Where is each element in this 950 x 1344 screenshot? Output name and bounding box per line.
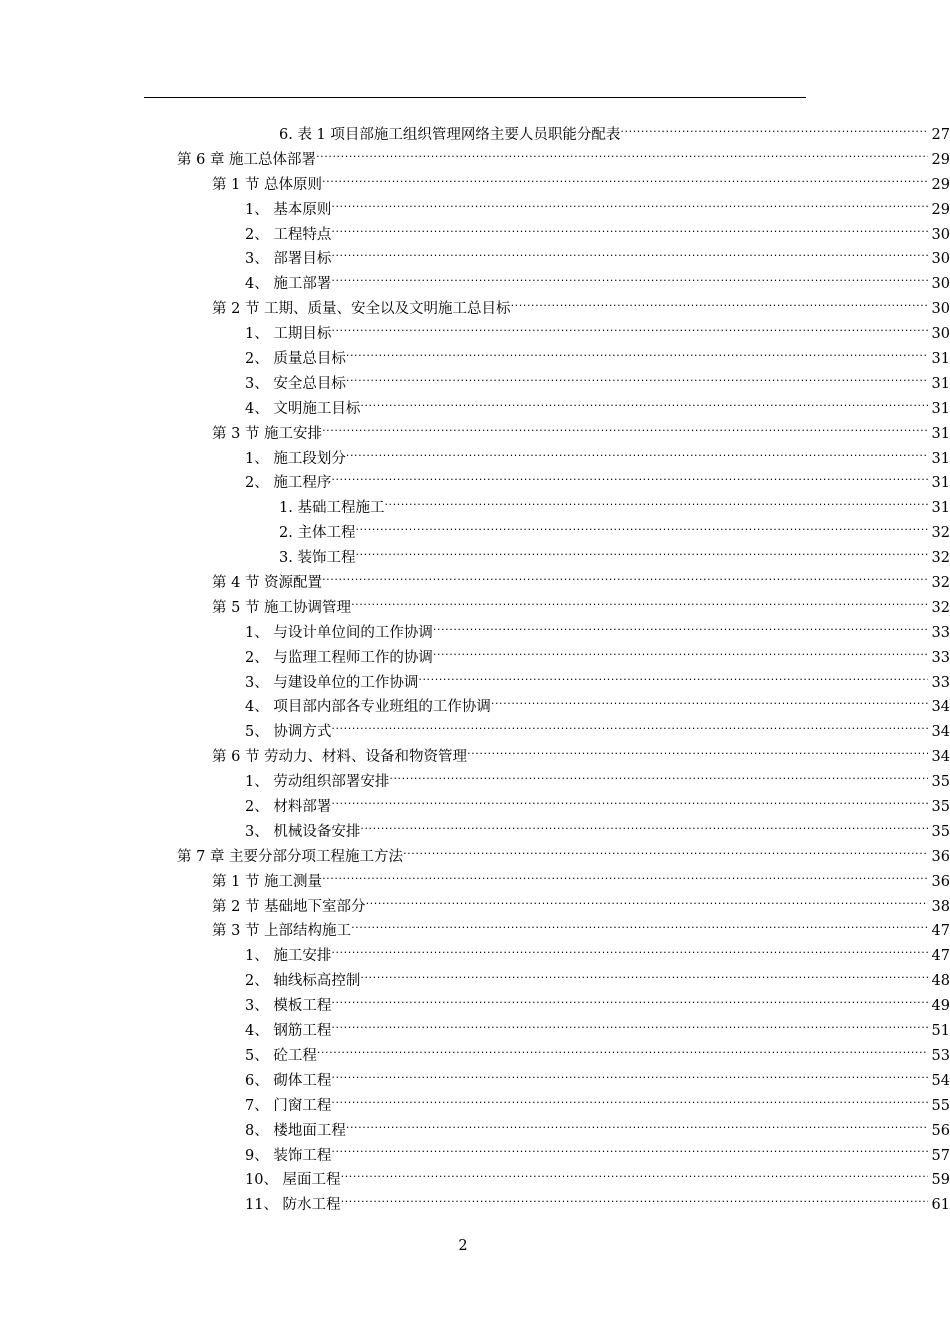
toc-entry[interactable] [0, 546, 950, 571]
toc-entry-title: 2、 施工程序 [245, 475, 332, 492]
toc-entry-page: 34 [931, 699, 950, 716]
toc-entry-page: 32 [931, 550, 950, 567]
toc-dot-leader [403, 845, 928, 870]
toc-entry-title: 3. 装饰工程 [279, 550, 356, 567]
toc-entry-row [0, 870, 950, 895]
toc-entry-page: 35 [931, 799, 950, 816]
toc-dot-leader [346, 372, 928, 397]
toc-entry-row [0, 347, 950, 372]
toc-entry-row [0, 969, 950, 994]
toc-entry[interactable] [0, 1094, 950, 1119]
toc-dot-leader [331, 795, 928, 820]
toc-entry-row [0, 1094, 950, 1119]
toc-entry-title: 2、 工程特点 [245, 226, 332, 243]
page-number: 2 [458, 1238, 468, 1254]
toc-entry-row [0, 770, 950, 795]
toc-entry-row [0, 1119, 950, 1144]
toc-entry-title: 9、 装饰工程 [245, 1147, 332, 1164]
toc-entry-page: 47 [931, 923, 950, 940]
toc-entry-page: 34 [931, 724, 950, 741]
toc-entry-title: 1、 施工安排 [245, 948, 332, 965]
toc-entry-title: 第 5 节 施工协调管理 [212, 599, 352, 616]
toc-entry-page: 61 [931, 1197, 950, 1214]
toc-entry-title: 第 1 节 施工测量 [212, 873, 323, 890]
toc-dot-leader [620, 123, 928, 148]
toc-dot-leader [316, 148, 928, 173]
toc-entry-title: 6. 表 1 项目部施工组织管理网络主要人员职能分配表 [279, 126, 621, 143]
toc-entry[interactable] [0, 1193, 950, 1218]
toc-entry[interactable] [0, 571, 950, 596]
toc-entry-row [0, 1168, 950, 1193]
toc-entry-title: 2、 质量总目标 [245, 351, 346, 367]
toc-entry[interactable] [0, 596, 950, 621]
toc-entry-row [0, 671, 950, 696]
toc-entry[interactable] [0, 969, 950, 994]
toc-entry-page: 48 [931, 973, 950, 990]
toc-dot-leader [331, 1019, 928, 1044]
toc-entry-row [0, 994, 950, 1019]
toc-entry[interactable] [0, 770, 950, 795]
toc-entry[interactable] [0, 1044, 950, 1069]
toc-entry-page: 35 [931, 823, 950, 840]
toc-entry-row [0, 322, 950, 347]
toc-entry-title: 3、 安全总目标 [245, 375, 346, 392]
toc-dot-leader [331, 1094, 928, 1119]
toc-dot-leader [331, 223, 928, 248]
toc-entry-title: 1、 劳动组织部署安排 [245, 774, 390, 791]
toc-dot-leader [346, 447, 928, 472]
toc-entry-row [0, 895, 950, 920]
toc-dot-leader [331, 198, 928, 223]
toc-entry[interactable] [0, 272, 950, 297]
toc-dot-leader [433, 621, 928, 646]
toc-entry[interactable] [0, 148, 950, 173]
toc-entry-row [0, 297, 950, 322]
toc-entry-page: 30 [931, 326, 950, 343]
toc-entry-title: 第 7 章 主要分部分项工程施工方法 [177, 848, 404, 865]
toc-entry-row [0, 148, 950, 173]
toc-entry-page: 31 [931, 475, 950, 492]
toc-entry-page: 54 [931, 1072, 950, 1089]
toc-dot-leader [331, 994, 928, 1019]
toc-dot-leader [360, 397, 928, 422]
toc-entry[interactable] [0, 895, 950, 920]
toc-entry-title: 2、 轴线标高控制 [245, 973, 361, 990]
toc-entry[interactable] [0, 422, 950, 447]
header-rule [144, 97, 806, 98]
toc-entry-row [0, 1069, 950, 1094]
toc-entry[interactable] [0, 173, 950, 198]
toc-dot-leader [384, 496, 928, 521]
toc-dot-leader [433, 646, 928, 671]
toc-entry-row [0, 198, 950, 223]
toc-entry-title: 1、 施工段划分 [245, 450, 346, 467]
toc-entry-page: 33 [931, 674, 950, 691]
toc-entry-row [0, 123, 950, 148]
toc-entry-row [0, 496, 950, 521]
toc-dot-leader [331, 720, 928, 745]
toc-entry[interactable] [0, 322, 950, 347]
toc-entry-page: 49 [931, 998, 950, 1015]
toc-entry-row [0, 1144, 950, 1169]
toc-entry-page: 31 [931, 500, 950, 517]
toc-dot-leader [355, 546, 928, 571]
toc-entry-title: 3、 部署目标 [245, 251, 332, 268]
toc-dot-leader [322, 173, 928, 198]
toc-entry[interactable] [0, 247, 950, 272]
toc-entry-title: 第 1 节 总体原则 [212, 176, 323, 193]
toc-entry-title: 第 3 节 施工安排 [212, 425, 323, 442]
toc-entry-page: 59 [931, 1172, 950, 1189]
toc-entry-row [0, 596, 950, 621]
toc-dot-leader [351, 919, 928, 944]
toc-dot-leader [341, 1193, 928, 1218]
toc-dot-leader [346, 1119, 928, 1144]
toc-entry-page: 47 [931, 948, 950, 965]
toc-entry-row [0, 621, 950, 646]
toc-entry[interactable] [0, 671, 950, 696]
toc-entry-page: 32 [931, 575, 950, 592]
toc-entry[interactable] [0, 297, 950, 322]
toc-entry-page: 30 [931, 226, 950, 243]
toc-entry-title: 4、 文明施工目标 [245, 400, 361, 417]
toc-entry[interactable] [0, 198, 950, 223]
toc-entry-title: 3、 机械设备安排 [245, 823, 361, 840]
toc-entry-page: 30 [931, 251, 950, 268]
toc-entry[interactable] [0, 994, 950, 1019]
toc-dot-leader [331, 471, 928, 496]
toc-dot-leader [322, 870, 928, 895]
toc-entry-title: 第 4 节 资源配置 [212, 575, 323, 592]
toc-entry-page: 31 [931, 375, 950, 392]
toc-entry-page: 27 [931, 126, 950, 143]
toc-entry-title: 2、 与监理工程师工作的协调 [245, 649, 433, 666]
toc-entry-title: 第 3 节 上部结构施工 [212, 923, 352, 940]
toc-entry-page: 31 [931, 450, 950, 467]
toc-dot-leader [331, 272, 928, 297]
toc-entry[interactable] [0, 471, 950, 496]
toc-entry-row [0, 720, 950, 745]
toc-entry[interactable] [0, 920, 950, 945]
toc-entry-row [0, 173, 950, 198]
toc-entry-title: 7、 门窗工程 [245, 1097, 332, 1114]
toc-entry-page: 53 [931, 1047, 950, 1064]
toc-entry-page: 34 [931, 749, 950, 766]
toc-dot-leader [331, 247, 928, 272]
toc-entry-row [0, 397, 950, 422]
toc-entry[interactable] [0, 870, 950, 895]
toc-entry-title: 1. 基础工程施工 [279, 500, 385, 517]
toc-entry[interactable] [0, 521, 950, 546]
toc-entry-title: 4、 施工部署 [245, 276, 332, 293]
toc-entry-page: 29 [931, 176, 950, 193]
toc-entry[interactable] [0, 123, 950, 148]
toc-dot-leader [351, 596, 928, 621]
toc-entry-page: 29 [931, 151, 950, 168]
toc-dot-leader [322, 422, 928, 447]
toc-entry-row [0, 944, 950, 969]
toc-entry[interactable] [0, 621, 950, 646]
toc-entry-title: 第 6 章 施工总体部署 [177, 151, 317, 168]
toc-entry-title: 3、 模板工程 [245, 998, 332, 1015]
toc-dot-leader [467, 745, 928, 770]
toc-entry-title: 8、 楼地面工程 [245, 1122, 346, 1139]
toc-dot-leader [341, 1168, 928, 1193]
toc-entry-title: 2、 材料部署 [245, 799, 332, 816]
toc-dot-leader [360, 969, 928, 994]
toc-dot-leader [389, 770, 928, 795]
toc-entry-page: 29 [931, 201, 950, 218]
toc-entry[interactable] [0, 496, 950, 521]
toc-dot-leader [355, 521, 928, 546]
toc-entry[interactable] [0, 1019, 950, 1044]
toc-dot-leader [360, 820, 928, 845]
toc-entry[interactable] [0, 646, 950, 671]
toc-entry[interactable] [0, 820, 950, 845]
toc-entry[interactable] [0, 447, 950, 472]
toc-entry-row [0, 745, 950, 770]
toc-entry-row [0, 646, 950, 671]
toc-entry-row [0, 1019, 950, 1044]
toc-entry[interactable] [0, 1144, 950, 1169]
toc-entry[interactable] [0, 795, 950, 820]
toc-entry-row [0, 795, 950, 820]
toc-entry-title: 4、 项目部内部各专业班组的工作协调 [245, 699, 491, 716]
table-of-contents [0, 123, 950, 1218]
toc-entry-title: 1、 工期目标 [245, 326, 332, 343]
toc-entry-page: 32 [931, 599, 950, 616]
toc-entry-row [0, 471, 950, 496]
toc-entry-page: 33 [931, 624, 950, 641]
toc-entry-page: 56 [931, 1122, 950, 1139]
toc-entry-title: 1、 基本原则 [245, 201, 332, 218]
toc-entry-row [0, 546, 950, 571]
toc-entry-title: 第 2 节 工期、质量、安全以及文明施工总目标 [212, 301, 511, 318]
toc-entry[interactable] [0, 397, 950, 422]
toc-dot-leader [331, 1069, 928, 1094]
toc-entry-title: 第 2 节 基础地下室部分 [212, 898, 366, 915]
toc-entry-page: 38 [931, 898, 950, 915]
toc-entry-row [0, 1193, 950, 1218]
toc-entry-title: 4、 钢筋工程 [245, 1023, 332, 1040]
toc-entry-title: 5、 协调方式 [245, 724, 332, 741]
toc-entry[interactable] [0, 1069, 950, 1094]
toc-entry-page: 51 [931, 1023, 950, 1040]
toc-entry-title: 5、 砼工程 [245, 1047, 317, 1064]
toc-entry-page: 57 [931, 1147, 950, 1164]
toc-entry-row [0, 695, 950, 720]
toc-entry-row [0, 521, 950, 546]
toc-entry-row [0, 1044, 950, 1069]
toc-entry-page: 31 [931, 425, 950, 442]
toc-dot-leader [331, 1144, 928, 1169]
toc-dot-leader [331, 322, 928, 347]
toc-entry-title: 6、 砌体工程 [245, 1072, 332, 1089]
toc-entry-row [0, 447, 950, 472]
toc-entry-page: 36 [931, 848, 950, 865]
toc-entry[interactable] [0, 347, 950, 372]
toc-entry-row [0, 919, 950, 944]
toc-entry-title: 10、 屋面工程 [245, 1172, 341, 1189]
toc-entry-row [0, 372, 950, 397]
toc-entry-row [0, 247, 950, 272]
toc-dot-leader [418, 671, 928, 696]
toc-entry-row [0, 272, 950, 297]
toc-dot-leader [366, 895, 928, 920]
toc-dot-leader [491, 695, 928, 720]
toc-entry[interactable] [0, 223, 950, 248]
toc-entry-row [0, 845, 950, 870]
toc-dot-leader [331, 944, 928, 969]
toc-entry-page: 30 [931, 276, 950, 293]
toc-entry-page: 30 [931, 301, 950, 318]
toc-entry[interactable] [0, 944, 950, 969]
toc-entry-title: 11、 防水工程 [245, 1197, 341, 1214]
toc-entry[interactable] [0, 745, 950, 770]
toc-dot-leader [346, 347, 928, 372]
toc-entry-page: 36 [931, 873, 950, 890]
toc-entry-page: 31 [931, 351, 950, 367]
toc-entry-title: 2. 主体工程 [279, 525, 356, 542]
toc-entry-row [0, 820, 950, 845]
toc-entry-row [0, 571, 950, 596]
toc-entry-title: 第 6 节 劳动力、材料、设备和物资管理 [212, 749, 468, 766]
toc-entry[interactable] [0, 1119, 950, 1144]
toc-dot-leader [511, 297, 928, 322]
toc-entry-row [0, 422, 950, 447]
toc-dot-leader [322, 571, 928, 596]
toc-entry[interactable] [0, 845, 950, 870]
toc-entry[interactable] [0, 720, 950, 745]
toc-dot-leader [317, 1044, 928, 1069]
toc-entry-row [0, 223, 950, 248]
toc-entry[interactable] [0, 372, 950, 397]
toc-entry[interactable] [0, 695, 950, 720]
toc-entry-page: 31 [931, 400, 950, 417]
toc-entry[interactable] [0, 1168, 950, 1193]
toc-entry-page: 35 [931, 774, 950, 791]
toc-entry-page: 32 [931, 525, 950, 542]
toc-entry-title: 3、 与建设单位的工作协调 [245, 674, 419, 691]
toc-entry-page: 33 [931, 649, 950, 666]
toc-entry-title: 1、 与设计单位间的工作协调 [245, 624, 433, 641]
toc-entry-page: 55 [931, 1097, 950, 1114]
